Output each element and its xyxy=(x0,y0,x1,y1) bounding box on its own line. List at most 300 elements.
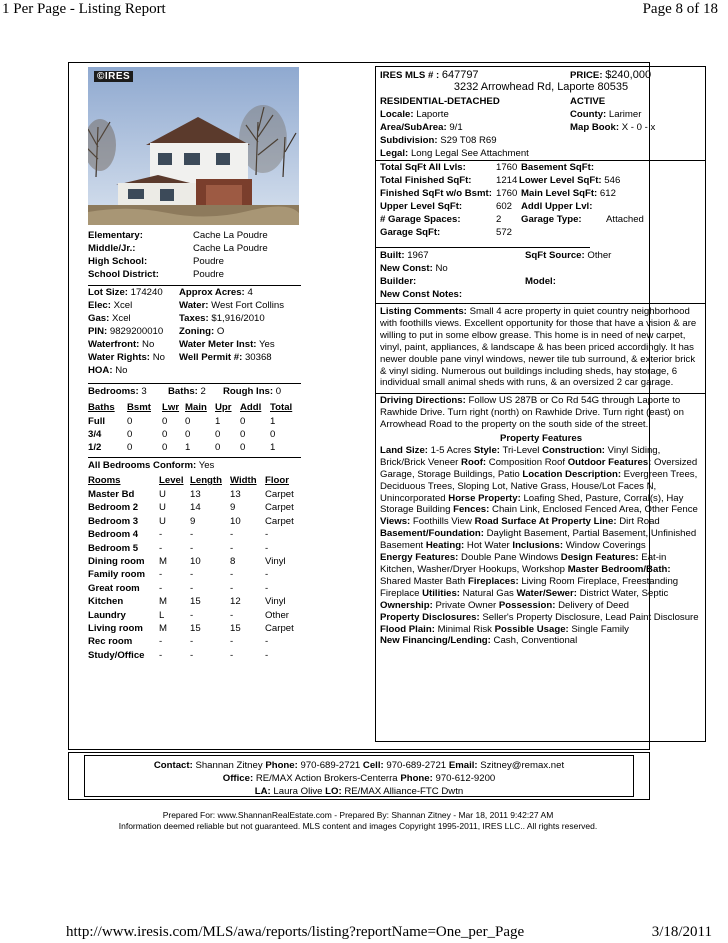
directions-text: Follow US 287B or Co Rd 54G through Laporte to xyxy=(468,395,681,406)
room-cell: 15 xyxy=(190,596,201,608)
bath-cell: 0 xyxy=(240,416,246,427)
hoa-value: No xyxy=(115,365,128,376)
divider xyxy=(376,303,705,304)
room-cell: 14 xyxy=(190,502,201,514)
room-name: Living room xyxy=(88,623,143,634)
feature-label: Location Description: xyxy=(522,468,622,480)
page-header xyxy=(0,0,728,22)
district-value: Poudre xyxy=(193,269,224,280)
feature-value: Shared Master Bath xyxy=(380,575,468,587)
listing-report-box xyxy=(68,62,699,750)
report-title: 1 Per Page - Listing Report xyxy=(2,1,166,17)
divider xyxy=(376,393,705,394)
room-cell: 12 xyxy=(230,596,241,608)
garage-type-label: Garage Type: xyxy=(521,214,582,225)
bath-cell: 0 xyxy=(127,429,133,440)
room-cell: Carpet xyxy=(265,502,294,514)
feature-line xyxy=(380,504,702,516)
room-name: Rec room xyxy=(88,636,133,648)
build-section xyxy=(380,250,702,304)
phone-label: Phone: xyxy=(265,760,298,771)
prepared-line: Prepared For: www.ShannanRealEstate.com - Prepared By: Shannan Zitney - Mar 18, 2011 9:42:27 AM xyxy=(162,810,554,820)
comments-text xyxy=(380,306,702,389)
room-name: Study/Office xyxy=(88,649,145,661)
feature-label: Design Features: xyxy=(560,552,639,564)
feature-value: Daylight Basement, Partial Basement, Unfinished xyxy=(483,528,697,540)
room-cell: - xyxy=(230,569,234,581)
room-cell: - xyxy=(265,542,269,554)
gas-value: Xcel xyxy=(112,313,131,324)
well-permit-value: 30368 xyxy=(244,352,272,363)
feature-value: Foothills View xyxy=(410,516,475,528)
water-meter-label: Water Meter Inst: xyxy=(179,339,257,350)
room-cell: - xyxy=(230,582,234,594)
feature-value: Minimal Risk xyxy=(434,623,495,635)
feature-line xyxy=(380,576,702,588)
feature-line xyxy=(380,516,702,528)
feature-value: Double Pane Windows xyxy=(458,552,561,564)
room-cell: - xyxy=(265,569,269,581)
feature-value: Chain Link, Enclosed Fenced Area, Other Fence xyxy=(489,504,698,516)
finished-sqft-label: Total Finished SqFt: xyxy=(380,175,472,186)
feature-label: Property Disclosures: xyxy=(380,611,480,623)
middle-label: Middle/Jr.: xyxy=(88,243,136,254)
feature-line xyxy=(380,624,702,636)
room-cell: - xyxy=(230,636,234,648)
comments-line xyxy=(380,354,702,366)
phone-value: 970-689-2721 xyxy=(300,760,361,771)
room-cell: - xyxy=(190,609,194,621)
rooms-section xyxy=(88,460,299,660)
level-header: Level xyxy=(159,475,184,486)
feature-line xyxy=(380,635,702,647)
room-cell: L xyxy=(159,609,165,621)
property-features xyxy=(380,433,702,647)
bedrooms-value: 3 xyxy=(141,386,147,397)
feature-value: Natural Gas xyxy=(459,587,517,599)
area-label: Area/SubArea: xyxy=(380,122,447,133)
divider xyxy=(88,457,301,458)
conform-label: All Bedrooms Conform: xyxy=(88,460,197,471)
comments-line xyxy=(380,342,702,354)
bath-cell: 0 xyxy=(162,442,168,453)
comments-line xyxy=(380,366,702,378)
feature-value: Window Coverings xyxy=(563,540,646,552)
water-label: Water: xyxy=(179,300,209,311)
room-cell: 15 xyxy=(230,623,241,634)
rooms-header: Rooms xyxy=(88,475,121,486)
room-cell: 13 xyxy=(230,489,241,500)
county-label: County: xyxy=(570,109,607,120)
office-phone-value: 970-612-9200 xyxy=(435,773,496,784)
feature-line xyxy=(380,528,702,540)
bath-cell: 0 xyxy=(240,429,246,440)
feature-value: Single Family xyxy=(568,623,629,635)
room-cell: - xyxy=(230,609,234,621)
feature-value: Loafing Shed, Pasture, Corral(s), Hay xyxy=(520,492,684,504)
waterfront-value: No xyxy=(142,339,155,350)
feature-value: Unincorporated xyxy=(380,492,449,504)
price-value: $240,000 xyxy=(605,69,652,81)
directions-line xyxy=(380,419,702,431)
main-sqft-label: Main Level SqFt: xyxy=(521,188,598,199)
feature-label: Inclusions: xyxy=(512,540,564,552)
feature-line xyxy=(380,457,702,469)
feature-label: Outdoor Features: xyxy=(567,456,652,468)
room-cell: 10 xyxy=(190,556,201,567)
feature-value: Evergreen Trees, xyxy=(621,468,698,480)
garage-spaces-value: 2 xyxy=(496,214,502,225)
upper-sqft-label: Upper Level SqFt: xyxy=(380,201,463,212)
room-cell: U xyxy=(159,502,166,514)
room-cell: Vinyl xyxy=(265,596,286,608)
room-cell: M xyxy=(159,556,167,567)
feature-value: Dirt Road xyxy=(616,516,660,528)
status: ACTIVE xyxy=(570,96,606,107)
directions-text: Arrowhead Road to the property on the south side of the street. xyxy=(380,418,649,430)
feature-label: Energy Features: xyxy=(380,552,459,564)
features-text xyxy=(380,445,702,647)
feature-value: Brick/Brick Veneer xyxy=(380,456,462,468)
legal-label: Legal: xyxy=(380,148,409,159)
feature-value: 1-5 Acres xyxy=(427,444,474,456)
room-cell: Carpet xyxy=(265,623,294,634)
garage-sqft-value: 572 xyxy=(496,227,513,238)
middle-value: Cache La Poudre xyxy=(193,243,268,254)
room-cell: - xyxy=(230,529,234,541)
feature-label: Water/Sewer: xyxy=(516,587,577,599)
feature-value: Storage Building xyxy=(380,504,454,516)
prepared-by xyxy=(68,810,648,832)
email-label: Email: xyxy=(448,760,478,771)
well-permit-label: Well Permit #: xyxy=(179,352,243,363)
locale-label: Locale: xyxy=(380,109,414,120)
bath-cell: 0 xyxy=(215,442,221,453)
main-header: Main xyxy=(185,402,207,413)
garage-type-value: Attached xyxy=(606,214,644,225)
feature-value: Delivery of Deed xyxy=(555,599,630,611)
room-cell: M xyxy=(159,623,167,634)
room-name: Great room xyxy=(88,582,140,594)
lo-value: RE/MAX Alliance-FTC Dwtn xyxy=(344,786,464,797)
details-box xyxy=(375,66,706,742)
feature-label: Possible Usage: xyxy=(494,623,569,635)
room-cell: 9 xyxy=(190,515,196,527)
lwr-header: Lwr xyxy=(162,402,180,413)
feature-line xyxy=(380,445,702,457)
water-value: West Fort Collins xyxy=(211,300,285,311)
comments-text: with foothills views. Excellent opportunity for those that have a vision & are xyxy=(380,317,697,329)
feature-value: Oversized xyxy=(651,456,698,468)
feature-value: Composition Roof xyxy=(486,456,568,468)
width-header: Width xyxy=(230,475,257,486)
feature-value: Garage, Storage Buildings, Patio xyxy=(380,468,523,480)
room-cell: - xyxy=(159,542,163,554)
comments-text: vinyl, paint, appliances, & landscape & has been priced accordingly. It has xyxy=(380,341,694,353)
directions-text xyxy=(380,395,702,431)
room-cell: - xyxy=(190,529,194,541)
upper-sqft-value: 602 xyxy=(496,201,513,212)
room-name: Bedroom 5 xyxy=(88,542,139,554)
room-cell: - xyxy=(190,649,194,661)
built-label: Built: xyxy=(380,250,405,261)
room-cell: Vinyl xyxy=(265,556,286,567)
room-cell: M xyxy=(159,596,167,608)
lot-size-value: 174240 xyxy=(130,287,163,298)
garage-sqft-label: Garage SqFt: xyxy=(380,227,441,238)
schools-section xyxy=(88,230,299,286)
room-cell: - xyxy=(190,569,194,581)
feature-label: Heating: xyxy=(425,540,465,552)
bath-row-label: 3/4 xyxy=(88,429,102,440)
room-cell: - xyxy=(265,649,269,661)
baths-label: Baths: xyxy=(168,386,198,397)
baths-section xyxy=(88,386,299,456)
new-const-label: New Const: xyxy=(380,263,433,274)
feature-value: Eat-in xyxy=(638,552,667,564)
mls-label: IRES MLS # : xyxy=(380,70,440,81)
lot-section xyxy=(88,287,299,381)
bath-cell: 1 xyxy=(270,416,276,427)
room-name: Bedroom 2 xyxy=(88,502,139,514)
acres-label: Approx Acres: xyxy=(179,287,245,298)
comments-text: newer double pane vinyl windows, newer tile tub surround, & exterior brick xyxy=(380,353,696,365)
mls-value: 647797 xyxy=(441,69,479,81)
room-cell: 10 xyxy=(230,515,241,527)
feature-label: Land Size: xyxy=(380,444,428,456)
feature-line xyxy=(380,588,702,600)
main-sqft-value: 612 xyxy=(599,188,616,199)
contact-inner xyxy=(84,755,634,797)
room-cell: - xyxy=(159,529,163,541)
district-label: School District: xyxy=(88,269,159,280)
feature-value: District Water, Septic xyxy=(576,587,669,599)
room-cell: - xyxy=(230,649,234,661)
feature-value: Kitchen, Washer/Dryer Hookups, Workshop xyxy=(380,563,568,575)
high-label: High School: xyxy=(88,256,148,267)
bath-cell: 0 xyxy=(215,429,221,440)
feature-value: Hot Water xyxy=(464,540,513,552)
feature-label: Flood Plain: xyxy=(380,623,435,635)
basement-sqft-label: Basement SqFt: xyxy=(521,162,595,173)
feature-value: Tri-Level xyxy=(499,444,543,456)
feature-value: Basement xyxy=(380,540,426,552)
feature-label: Roof: xyxy=(461,456,487,468)
right-column xyxy=(375,66,708,742)
total-sqft-label: Total SqFt All Lvls: xyxy=(380,162,466,173)
room-cell: U xyxy=(159,489,166,500)
feature-line xyxy=(380,540,702,552)
office-phone-label: Phone: xyxy=(400,773,433,784)
garage-spaces-label: # Garage Spaces: xyxy=(380,214,461,225)
divider xyxy=(88,285,301,286)
baths-header: Baths xyxy=(88,402,115,413)
water-rights-value: No xyxy=(152,352,165,363)
directions-line xyxy=(380,407,702,419)
directions-text: Rawhide Drive. Turn right (north) on Rawhide Drive. Turn right (east) on xyxy=(380,406,684,418)
addl-upper-label: Addl Upper Lvl: xyxy=(521,201,593,212)
room-cell: - xyxy=(190,582,194,594)
features-title: Property Features xyxy=(499,433,583,444)
comments-text: willing to put in some elbow grease. This home is in need of new carpet, xyxy=(380,329,686,341)
comments-label: Listing Comments: xyxy=(380,306,467,317)
locale-value: Laporte xyxy=(416,109,449,120)
hoa-label: HOA: xyxy=(88,365,113,376)
new-const-notes-label: New Const Notes: xyxy=(380,289,463,300)
feature-line xyxy=(380,469,702,481)
feature-label: New Financing/Lending: xyxy=(380,635,491,647)
divider xyxy=(376,160,705,161)
feature-value: Seller's Property Disclosure, Lead Paint Disclosure xyxy=(479,611,699,623)
feature-value: Private Owner xyxy=(432,599,499,611)
baths-value: 2 xyxy=(200,386,206,397)
room-name: Kitchen xyxy=(88,596,124,608)
comments-line xyxy=(380,318,702,330)
feature-line xyxy=(380,612,702,624)
comments-line xyxy=(380,377,702,389)
waterfront-label: Waterfront: xyxy=(88,339,140,350)
driving-directions xyxy=(380,395,702,433)
room-cell: - xyxy=(265,582,269,594)
lower-sqft-label: Lower Level SqFt: xyxy=(519,175,602,186)
feature-label: Horse Property: xyxy=(448,492,521,504)
room-cell: 8 xyxy=(230,556,236,567)
feature-label: Fireplaces: xyxy=(468,575,519,587)
pin-value: 9829200010 xyxy=(109,326,164,337)
comments-text: individual small animal sheds with runs, & an oversized 2 car garage. xyxy=(380,377,674,389)
acres-value: 4 xyxy=(247,287,253,298)
feature-line xyxy=(380,564,702,576)
legal-value: Long Legal See Attachment xyxy=(410,148,529,159)
comments-line xyxy=(380,330,702,342)
built-value: 1967 xyxy=(407,250,429,261)
address: 3232 Arrowhead Rd, Laporte 80535 xyxy=(453,81,629,93)
feature-label: Possession: xyxy=(498,599,556,611)
disclaimer-line: Information deemed reliable but not guaranteed. MLS content and images Copyright 1995-2011, IRES LLC.. All rights reserved. xyxy=(118,821,598,831)
bath-cell: 0 xyxy=(270,429,276,440)
water-rights-label: Water Rights: xyxy=(88,352,151,363)
room-cell: - xyxy=(230,542,234,554)
divider xyxy=(88,383,301,384)
bath-cell: 0 xyxy=(240,442,246,453)
feature-line xyxy=(380,481,702,493)
cell-value: 970-689-2721 xyxy=(386,760,447,771)
high-value: Poudre xyxy=(193,256,224,267)
listing-comments xyxy=(380,306,702,394)
room-name: Family room xyxy=(88,569,146,581)
sqft-source-value: Other xyxy=(587,250,612,261)
rough-ins-label: Rough Ins: xyxy=(223,386,274,397)
bath-cell: 0 xyxy=(162,429,168,440)
feature-label: Style: xyxy=(473,444,500,456)
room-cell: 13 xyxy=(190,489,201,500)
bath-cell: 0 xyxy=(127,416,133,427)
feature-label: Construction: xyxy=(542,444,605,456)
total-header: Total xyxy=(270,402,293,413)
room-name: Laundry xyxy=(88,609,126,621)
page-number: Page 8 of 18 xyxy=(642,1,718,17)
feature-value: Cash, Conventional xyxy=(490,635,578,647)
room-cell: - xyxy=(190,636,194,648)
room-cell: - xyxy=(190,542,194,554)
elementary-value: Cache La Poudre xyxy=(193,230,268,241)
feature-value: Deciduous Trees, Sloping Lot, Native Grass, House/Lot Faces N, xyxy=(380,480,657,492)
room-cell: - xyxy=(159,569,163,581)
pin-label: PIN: xyxy=(88,326,108,337)
room-name: Bedroom 4 xyxy=(88,529,139,541)
room-cell: U xyxy=(159,515,166,527)
room-cell: Carpet xyxy=(265,489,294,500)
comments-text: & vinyl siding. Numerous out buildings including sheds, hay storage, 6 xyxy=(380,365,678,377)
email-value: Szitney@remax.net xyxy=(480,760,565,771)
finished-wo-value: 1760 xyxy=(496,188,518,199)
listing-summary xyxy=(380,69,702,165)
county-value: Larimer xyxy=(608,109,642,120)
feature-label: Basement/Foundation: xyxy=(380,528,484,540)
map-book-value: X - 0 - x xyxy=(621,122,656,133)
taxes-value: $1,916/2010 xyxy=(211,313,265,324)
room-name: Dining room xyxy=(88,556,145,567)
cell-label: Cell: xyxy=(362,760,384,771)
bedrooms-label: Bedrooms: xyxy=(88,386,139,397)
feature-line xyxy=(380,493,702,505)
property-photo xyxy=(88,67,299,225)
room-cell: Carpet xyxy=(265,515,294,527)
contact-box xyxy=(68,752,650,800)
feature-line xyxy=(380,552,702,564)
room-name: Bedroom 3 xyxy=(88,515,139,527)
total-sqft-value: 1760 xyxy=(496,162,518,173)
subdivision-value: S29 T08 R69 xyxy=(440,135,497,146)
feature-value: Fireplace xyxy=(380,587,423,599)
sqft-section xyxy=(380,162,702,248)
ires-logo: ©IRES xyxy=(94,71,133,82)
elementary-label: Elementary: xyxy=(88,230,143,241)
addl-header: Addl xyxy=(240,402,262,413)
water-meter-value: Yes xyxy=(258,339,275,350)
bath-cell: 0 xyxy=(185,416,191,427)
room-cell: 15 xyxy=(190,623,201,634)
bath-cell: 0 xyxy=(127,442,133,453)
room-cell: - xyxy=(159,649,163,661)
bath-cell: 1 xyxy=(270,442,276,453)
model-label: Model: xyxy=(525,276,556,287)
bath-row-label: Full xyxy=(88,416,106,427)
contact-name: Shannan Zitney xyxy=(195,760,263,771)
property-type: RESIDENTIAL-DETACHED xyxy=(380,96,500,107)
footer-date: 3/18/2011 xyxy=(651,924,712,940)
la-value: Laura Olive xyxy=(273,786,323,797)
directions-line xyxy=(380,395,702,407)
sqft-source-label: SqFt Source: xyxy=(525,250,585,261)
feature-label: Views: xyxy=(380,516,411,528)
office-label: Office: xyxy=(222,773,254,784)
directions-label: Driving Directions: xyxy=(380,395,466,406)
finished-wo-label: Finished SqFt w/o Bsmt: xyxy=(380,188,492,199)
zoning-value: O xyxy=(216,326,225,337)
room-name: Master Bd xyxy=(88,489,135,500)
finished-sqft-value: 1214 xyxy=(496,175,518,186)
area-value: 9/1 xyxy=(449,122,463,133)
room-cell: - xyxy=(159,636,163,648)
rough-ins-value: 0 xyxy=(275,386,282,397)
lo-label: LO: xyxy=(325,786,342,797)
feature-label: Road Surface At Property Line: xyxy=(474,516,617,528)
feature-value: Living Room Fireplace, Freestanding xyxy=(518,575,679,587)
room-cell: Other xyxy=(265,609,289,621)
house-photo-image xyxy=(88,67,299,225)
builder-label: Builder: xyxy=(380,276,417,287)
